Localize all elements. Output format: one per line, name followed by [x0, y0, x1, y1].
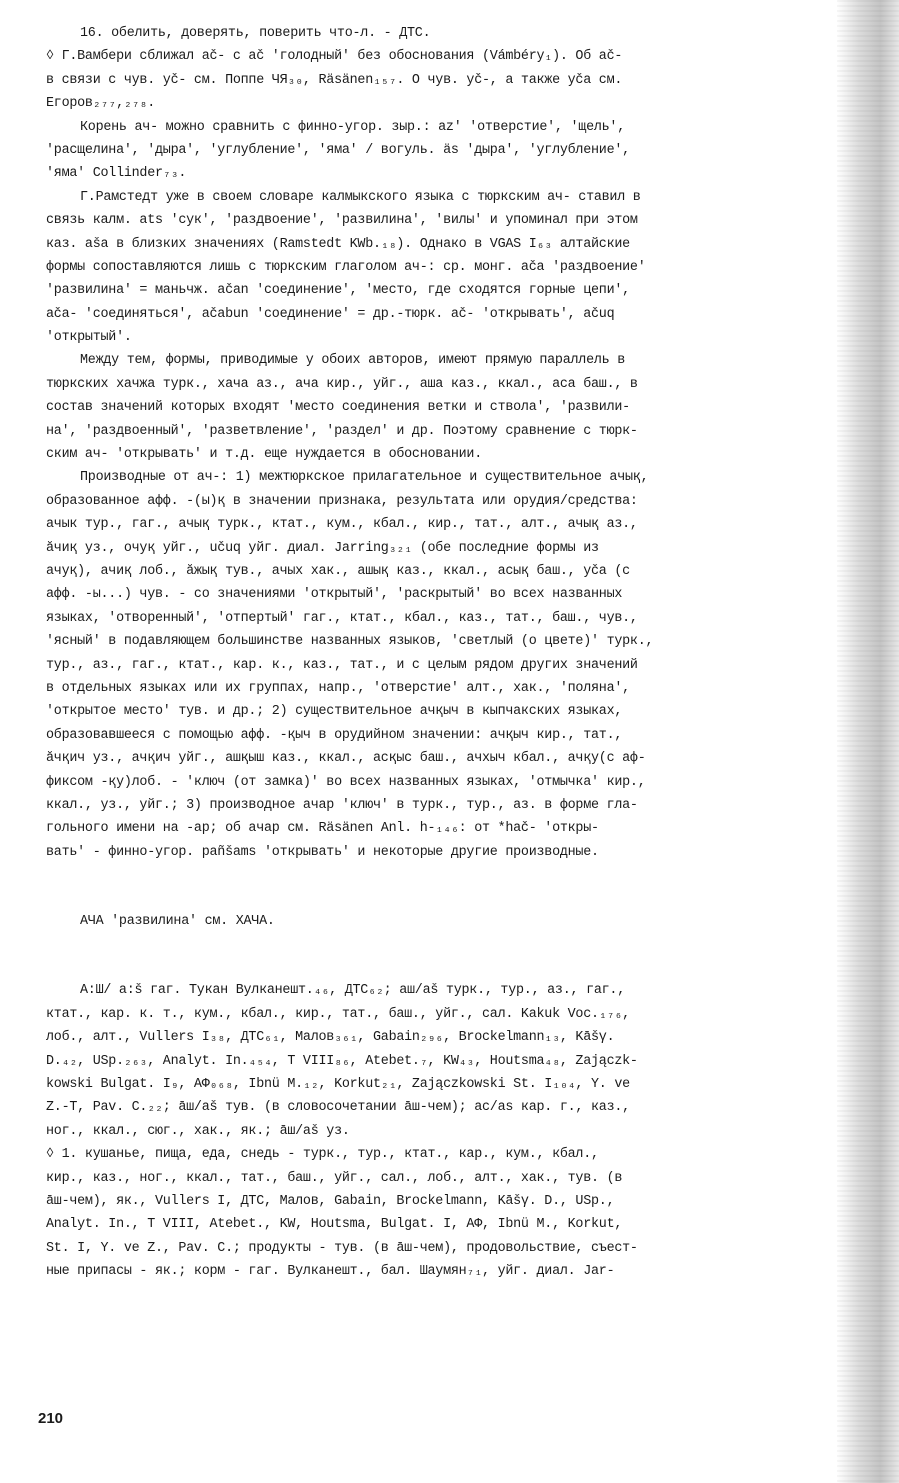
text-line: А:Ш/ а:š гаг. Тукан Вулканешт.₄₆, ДТС₆₂; аш/аš турк., тур., аз., гаг.,: [80, 983, 625, 999]
text-line: Производные от ач-: 1) межтюркское прилагательное и существительное ачық,: [80, 470, 649, 486]
text-line: формы сопоставляются лишь с тюркским глаголом ач-: ср. монг. ača 'раздвоение': [46, 259, 646, 275]
text-line: Г.Рамстедт уже в своем словаре калмыкского языка с тюркским ач- ставил в: [80, 189, 641, 205]
text-line: 16. обелить, доверять, поверить что-л. - ДТС.: [80, 26, 431, 41]
text-line: St. I, Y. ve Z., Pav. C.; продукты - тув. (в āш-чем), продовольствие, съест-: [46, 1240, 638, 1256]
text-line: лоб., алт., Vullers I₃₈, ДТС₆₁, Малов₃₆₁, Gabain₂₉₆, Brockelmann₁₃, Kāšγ.: [46, 1030, 615, 1046]
text-line: kowski Bulgat. I₉, АФ₀₆₈, Ibnü M.₁₂, Korkut₂₁, Zajączkowski St. I₁₀₄, Y. ve: [46, 1077, 630, 1093]
text-line: в связи с чув. уč- см. Поппе ЧЯ₃₀, Räsänen₁₅₇. О чув. уč-, а также уčа см.: [46, 72, 623, 88]
text-line: тур., аз., гаг., ктат., кар. к., каз., тат., и с целым рядом других значений: [46, 657, 638, 673]
text-line: гольного имени на -ар; об ачар см. Räsänen Anl. h-₁₄₆: от *hač- 'откры-: [46, 821, 599, 837]
text-line: 'ясный' в подавляющем большинстве названных языков, 'светлый (о цвете)' турк.,: [46, 634, 654, 650]
text-line: вать' - финно-угор. pañšams 'открывать' и некоторые другие производные.: [46, 844, 599, 860]
text-line: 'расщелина', 'дыра', 'углубление', 'яма' / вогуль. äs 'дыра', 'углубление',: [46, 142, 630, 158]
text-line: АЧА 'развилина' см. ХАЧА.: [80, 914, 275, 930]
text-line: в отдельных языках или их группах, напр., 'отверстие' алт., хак., 'поляна',: [46, 680, 630, 696]
blank-line: [46, 864, 856, 910]
text-line: ăчқич уз., ачқич уйг., ашқыш каз., ккал., асқыс баш., ачхыч кбал., ачқу(с аф-: [46, 751, 646, 767]
text-line: каз. aša в близких значениях (Ramstedt KWb.₁₈). Однако в VGAS I₆₃ алтайские: [46, 236, 630, 252]
text-line: D.₄₂, USp.₂₆₃, Analyt. In.₄₅₄, T VIII₈₆, Atebet.₇, KW₄₃, Houtsma₄₈, Zajączk-: [46, 1053, 638, 1069]
text-line: фиксом -қу)лоб. - 'ключ (от замка)' во всех названных языках, 'отмычка' кир.,: [46, 774, 646, 790]
text-line: ◊ 1. кушанье, пища, еда, снедь - турк., тур., ктат., кар., кум., кбал.,: [46, 1147, 599, 1163]
text-line: ктат., кар. к. т., кум., кбал., кир., тат., баш., уйг., сал. Kakuk Voc.₁₇₆,: [46, 1006, 630, 1022]
text-line: Егоров₂₇₇,₂₇₈.: [46, 96, 155, 112]
text-line: состав значений которых входят 'место соединения ветки и ствола', 'развили-: [46, 400, 630, 416]
text-line: Корень ач- можно сравнить с финно-угор. зыр.: az' 'отверстие', 'щель',: [80, 119, 625, 135]
page-body-text: [46, 22, 856, 1284]
text-line: Analyt. In., T VIII, Atebet., KW, Houtsma, Bulgat. I, АФ, Ibnü M., Korkut,: [46, 1217, 623, 1233]
text-line: ные припасы - як.; корм - гаг. Вулканешт., бал. Шаумян₇₁, уйг. диал. Jar-: [46, 1264, 615, 1280]
text-line: ачык тур., гаг., ачық турк., ктат., кум., кбал., кир., тат., алт., ачық аз.,: [46, 517, 638, 533]
text-line: 'открытое место' тув. и др.; 2) существительное ачқыч в кыпчакских языках,: [46, 704, 623, 720]
blank-line: [46, 933, 856, 979]
text-line: ским ач- 'открывать' и т.д. еще нуждается в обосновании.: [46, 447, 482, 463]
text-line: ăчиқ уз., очуқ уйг., učuq уйг. диал. Jarring₃₂₁ (обе последние формы из: [46, 540, 599, 556]
text-line: ккал., уз., уйг.; 3) производное ачар 'ключ' в турк., тур., аз. в форме гла-: [46, 797, 638, 813]
text-line: тюркских хачжа турк., хача аз., ача кир., уйг., аша каз., ккал., аса баш., в: [46, 376, 638, 392]
text-line: языках, 'отворенный', 'отпертый' гаг., ктат., кбал., каз., тат., баш., чув.,: [46, 610, 638, 626]
text-line: 'развилина' = маньчж. ačan 'соединение', 'место, где сходятся горные цепи',: [46, 283, 630, 299]
text-line: ачуқ), ачиқ лоб., ăжық тув., ачых хак., ашық каз., ккал., асық баш., уčа (с: [46, 563, 630, 579]
text-line: 'яма' Collinder₇₃.: [46, 166, 187, 182]
page-number: 210: [38, 1410, 64, 1427]
text-line: образованное афф. -(ы)қ в значении признака, результата или орудия/средства:: [46, 493, 638, 509]
text-line: связь калм. ats 'сук', 'раздвоение', 'развилина', 'вилы' и упоминал при этом: [46, 213, 638, 229]
text-line: ◊ Г.Вамбери сближал ač- с ač 'голодный' без обоснования (Vámbéry₁). Об ač-: [46, 49, 623, 65]
text-line: ног., ккал., сюг., хак., як.; āш/аš уз.: [46, 1123, 350, 1139]
text-line: кир., каз., ног., ккал., тат., баш., уйг., сал., лоб., алт., хак., тув. (в: [46, 1170, 623, 1186]
text-line: Z.-T, Pav. C.₂₂; āш/аš тув. (в словосочетании āш-чем); ас/аs кар. г., каз.,: [46, 1100, 630, 1116]
text-line: ača- 'соединяться', ačabun 'соединение' = др.-тюрк. ač- 'открывать', ačuq: [46, 306, 615, 322]
text-line: 'открытый'.: [46, 330, 132, 346]
text-line: афф. -ы...) чув. - со значениями 'открытый', 'раскрытый' во всех названных: [46, 587, 623, 603]
text-line: на', 'раздвоенный', 'разветвление', 'раздел' и др. Поэтому сравнение с тюрк-: [46, 423, 638, 439]
text-line: āш-чем), як., Vullers I, ДТС, Малов, Gabain, Brockelmann, Kāšγ. D., USp.,: [46, 1193, 615, 1209]
text-line: образовавшееся с помощью афф. -қыч в орудийном значении: ачқыч кир., тат.,: [46, 727, 623, 743]
text-line: Между тем, формы, приводимые у обоих авторов, имеют прямую параллель в: [80, 353, 625, 369]
